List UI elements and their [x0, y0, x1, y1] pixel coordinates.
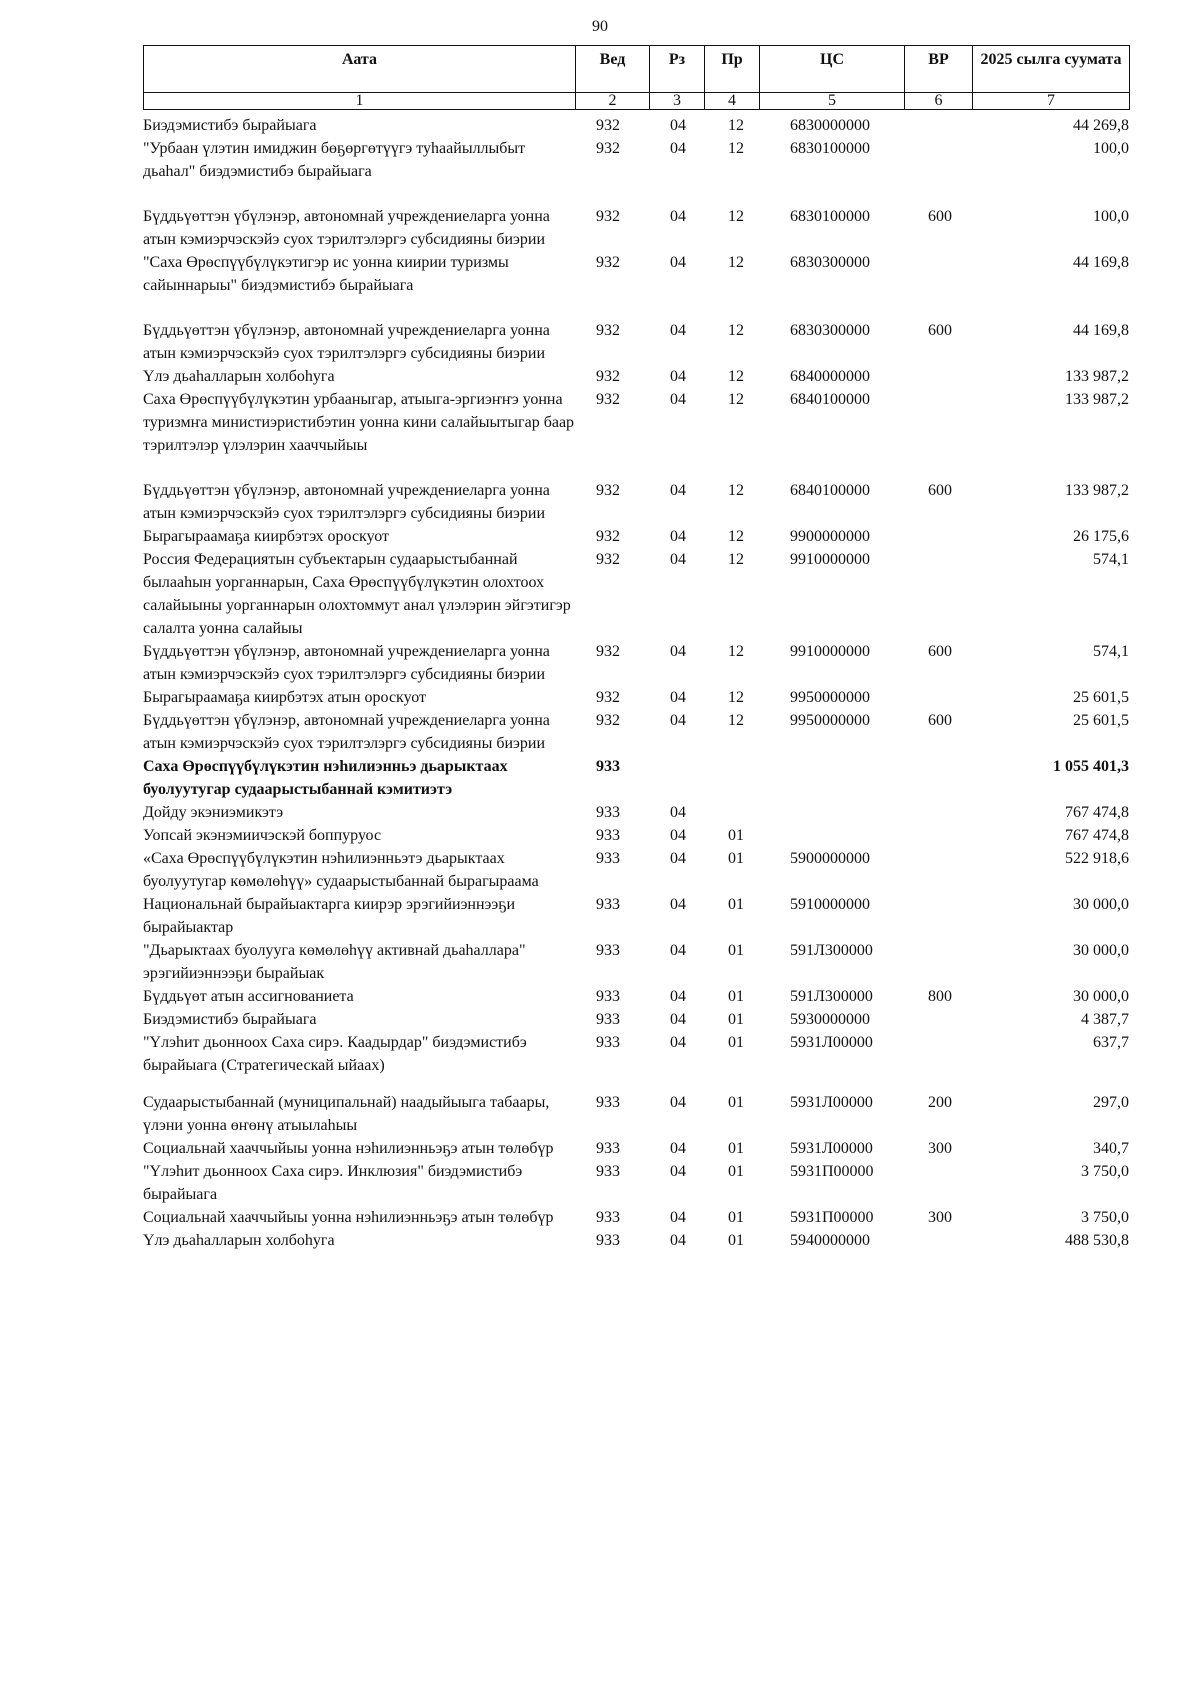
header-num-4: 4 [705, 93, 760, 110]
row-ved: 932 [596, 712, 620, 729]
row-rz: 04 [670, 1209, 686, 1226]
row-rz: 04 [670, 1011, 686, 1028]
row-pr: 12 [728, 368, 744, 385]
row-cs: 6830100000 [790, 140, 870, 157]
row-ved: 933 [596, 1209, 620, 1226]
row-ved: 933 [596, 758, 620, 775]
row-sum: 25 601,5 [1073, 712, 1129, 729]
row-name: Үлэ дьаһалларын холбоһуга [143, 368, 335, 385]
row-name: Социальнай хааччыйыы уонна нэһилиэнньэҕэ атын төлөбүр [143, 1209, 554, 1226]
row-rz: 04 [670, 712, 686, 729]
row-ved: 933 [596, 827, 620, 844]
row-ved: 932 [596, 528, 620, 545]
row-ved: 932 [596, 643, 620, 660]
row-sum: 297,0 [1093, 1094, 1129, 1111]
row-sum: 3 750,0 [1081, 1209, 1129, 1226]
row-vr: 600 [928, 643, 952, 660]
row-cs: 6840000000 [790, 368, 870, 385]
table-header [143, 45, 1130, 110]
row-pr: 12 [728, 208, 744, 225]
row-cs: 5900000000 [790, 850, 870, 867]
table-row [0, 251, 1200, 297]
row-ved: 932 [596, 391, 620, 408]
table-row [0, 525, 1200, 548]
table-row [0, 137, 1200, 183]
row-vr: 600 [928, 208, 952, 225]
header-cs: ЦС [760, 46, 905, 93]
row-ved: 933 [596, 804, 620, 821]
row-pr: 12 [728, 254, 744, 271]
row-sum: 3 750,0 [1081, 1163, 1129, 1180]
row-name: Дойду экэниэмикэтэ [143, 804, 284, 821]
row-ved: 932 [596, 254, 620, 271]
row-cs: 5931Л00000 [790, 1140, 873, 1157]
row-vr: 800 [928, 988, 952, 1005]
row-cs: 6840100000 [790, 391, 870, 408]
row-vr: 200 [928, 1094, 952, 1111]
row-sum: 133 987,2 [1065, 368, 1129, 385]
row-sum: 100,0 [1093, 140, 1129, 157]
row-rz: 04 [670, 827, 686, 844]
row-pr: 12 [728, 643, 744, 660]
row-cs: 9910000000 [790, 551, 870, 568]
row-cs: 6830300000 [790, 322, 870, 339]
row-cs: 5931Л00000 [790, 1094, 873, 1111]
row-cs: 5930000000 [790, 1011, 870, 1028]
row-rz: 04 [670, 1140, 686, 1157]
row-pr: 12 [728, 528, 744, 545]
row-pr: 12 [728, 689, 744, 706]
row-cs: 9950000000 [790, 712, 870, 729]
table-row [0, 801, 1200, 824]
row-name: "Саха Өрөспүүбүлүкэтигэр ис уонна киирии туризмы сайыннарыы" биэдэмистибэ бырайыага [143, 254, 509, 294]
row-cs: 9910000000 [790, 643, 870, 660]
table-row [0, 1229, 1200, 1252]
row-ved: 932 [596, 368, 620, 385]
table-row [0, 709, 1200, 755]
row-sum: 44 169,8 [1073, 322, 1129, 339]
row-name: Бүддьүөттэн үбүлэнэр, автономнай учреждениеларга уонна атын кэмиэрчэскэйэ суох тэрилтэлэргэ субсидияны биэрии [143, 482, 550, 522]
table-row [0, 1137, 1200, 1160]
row-rz: 04 [670, 689, 686, 706]
row-cs: 6830000000 [790, 117, 870, 134]
row-ved: 933 [596, 1094, 620, 1111]
row-ved: 932 [596, 551, 620, 568]
row-cs: 5910000000 [790, 896, 870, 913]
row-name: "Урбаан үлэтин имиджин бөҕөргөтүүгэ туһаайыллыбыт дьаһал" биэдэмистибэ бырайыага [143, 140, 526, 180]
row-rz: 04 [670, 391, 686, 408]
row-sum: 340,7 [1093, 1140, 1129, 1157]
row-name: Үлэ дьаһалларын холбоһуга [143, 1232, 335, 1249]
table-row [0, 365, 1200, 388]
row-sum: 44 169,8 [1073, 254, 1129, 271]
table-row [0, 1091, 1200, 1137]
row-pr: 12 [728, 551, 744, 568]
header-name: Аата [144, 46, 576, 93]
row-pr: 12 [728, 712, 744, 729]
row-sum: 574,1 [1093, 551, 1129, 568]
row-rz: 04 [670, 528, 686, 545]
row-sum: 488 530,8 [1065, 1232, 1129, 1249]
header-num-2: 2 [576, 93, 650, 110]
row-pr: 12 [728, 140, 744, 157]
row-rz: 04 [670, 254, 686, 271]
table-row [0, 985, 1200, 1008]
row-ved: 933 [596, 850, 620, 867]
header-ved: Вед [576, 46, 650, 93]
row-pr: 01 [728, 1209, 744, 1226]
row-ved: 933 [596, 1011, 620, 1028]
row-ved: 933 [596, 988, 620, 1005]
row-vr: 600 [928, 712, 952, 729]
row-pr: 01 [728, 1163, 744, 1180]
row-cs: 5931П00000 [790, 1163, 874, 1180]
row-name: Бүддьүөттэн үбүлэнэр, автономнай учреждениеларга уонна атын кэмиэрчэскэйэ суох тэрилтэлэргэ субсидияны биэрии [143, 322, 550, 362]
row-name: Судаарыстыбаннай (муниципальнай) наадыйыыга табаары, үлэни уонна өҥөнү атыылаһыы [143, 1094, 550, 1134]
row-sum: 133 987,2 [1065, 482, 1129, 499]
row-rz: 04 [670, 1034, 686, 1051]
row-rz: 04 [670, 942, 686, 959]
row-sum: 25 601,5 [1073, 689, 1129, 706]
row-pr: 01 [728, 942, 744, 959]
row-rz: 04 [670, 1232, 686, 1249]
row-pr: 01 [728, 1034, 744, 1051]
table-body [0, 114, 1200, 1252]
row-cs: 591Л300000 [790, 942, 873, 959]
table-row [0, 205, 1200, 251]
row-pr: 12 [728, 482, 744, 499]
header-rz: Рз [650, 46, 705, 93]
header-sum: 2025 сылга суумата [973, 46, 1130, 93]
row-pr: 01 [728, 1011, 744, 1028]
header-num-1: 1 [144, 93, 576, 110]
row-ved: 933 [596, 1163, 620, 1180]
row-ved: 933 [596, 1140, 620, 1157]
row-name: «Саха Өрөспүүбүлүкэтин нэһилиэнньэтэ дьарыктаах буолуутугар көмөлөһүү» судаарыстыбаннай бырагыраама [143, 850, 539, 890]
table-row [0, 319, 1200, 365]
row-sum: 4 387,7 [1081, 1011, 1129, 1028]
row-pr: 01 [728, 896, 744, 913]
row-sum: 522 918,6 [1065, 850, 1129, 867]
row-name: "Дьарыктаах буолууга көмөлөһүү активнай дьаһаллара" эрэгийиэннээҕи бырайыак [143, 942, 526, 982]
row-sum: 637,7 [1093, 1034, 1129, 1051]
header-titles-row [144, 46, 1130, 93]
row-rz: 04 [670, 804, 686, 821]
row-pr: 01 [728, 827, 744, 844]
row-name: Бүддьүөт атын ассигнованиета [143, 988, 354, 1005]
table-row [0, 824, 1200, 847]
row-name: Национальнай бырайыактарга киирэр эрэгийиэннээҕи бырайыактар [143, 896, 516, 936]
row-rz: 04 [670, 208, 686, 225]
row-rz: 04 [670, 551, 686, 568]
table-row [0, 388, 1200, 457]
row-pr: 12 [728, 391, 744, 408]
row-vr: 600 [928, 322, 952, 339]
row-sum: 767 474,8 [1065, 827, 1129, 844]
table-row [0, 114, 1200, 137]
row-ved: 933 [596, 1232, 620, 1249]
row-rz: 04 [670, 482, 686, 499]
row-ved: 932 [596, 689, 620, 706]
row-pr: 01 [728, 1140, 744, 1157]
table-row [0, 479, 1200, 525]
header-num-6: 6 [905, 93, 973, 110]
row-name: "Үлэһит дьонноох Саха сирэ. Инклюзия" биэдэмистибэ бырайыага [143, 1163, 523, 1203]
row-name: Бырагыраамаҕа киирбэтэх ороскуот [143, 528, 389, 545]
row-sum: 1 055 401,3 [1053, 758, 1129, 775]
row-sum: 574,1 [1093, 643, 1129, 660]
row-ved: 932 [596, 140, 620, 157]
row-vr: 300 [928, 1209, 952, 1226]
row-rz: 04 [670, 368, 686, 385]
row-ved: 932 [596, 482, 620, 499]
row-rz: 04 [670, 643, 686, 660]
row-rz: 04 [670, 1163, 686, 1180]
row-rz: 04 [670, 988, 686, 1005]
row-sum: 30 000,0 [1073, 988, 1129, 1005]
row-ved: 933 [596, 942, 620, 959]
row-cs: 5940000000 [790, 1232, 870, 1249]
table-row [0, 755, 1200, 801]
row-pr: 12 [728, 322, 744, 339]
row-name: Биэдэмистибэ бырайыага [143, 117, 317, 134]
row-sum: 133 987,2 [1065, 391, 1129, 408]
row-name: Бүддьүөттэн үбүлэнэр, автономнай учреждениеларга уонна атын кэмиэрчэскэйэ суох тэрилтэлэргэ субсидияны биэрии [143, 712, 550, 752]
header-num-7: 7 [973, 93, 1130, 110]
table-row [0, 893, 1200, 939]
row-ved: 933 [596, 1034, 620, 1051]
table-row [0, 686, 1200, 709]
row-rz: 04 [670, 140, 686, 157]
row-sum: 30 000,0 [1073, 896, 1129, 913]
row-cs: 6840100000 [790, 482, 870, 499]
row-pr: 01 [728, 1094, 744, 1111]
row-name: Уопсай экэнэмиичэскэй боппуруос [143, 827, 382, 844]
row-sum: 767 474,8 [1065, 804, 1129, 821]
row-sum: 100,0 [1093, 208, 1129, 225]
table-row [0, 1008, 1200, 1031]
table-row [0, 548, 1200, 640]
row-sum: 30 000,0 [1073, 942, 1129, 959]
row-cs: 5931Л00000 [790, 1034, 873, 1051]
header-num-3: 3 [650, 93, 705, 110]
row-name: Социальнай хааччыйыы уонна нэһилиэнньэҕэ атын төлөбүр [143, 1140, 554, 1157]
table-row [0, 640, 1200, 686]
row-pr: 12 [728, 117, 744, 134]
row-pr: 01 [728, 988, 744, 1005]
header-vr: ВР [905, 46, 973, 93]
row-cs: 6830100000 [790, 208, 870, 225]
table-row [0, 939, 1200, 985]
row-sum: 26 175,6 [1073, 528, 1129, 545]
row-rz: 04 [670, 850, 686, 867]
page-number: 90 [592, 18, 608, 35]
row-rz: 04 [670, 117, 686, 134]
row-ved: 932 [596, 208, 620, 225]
row-cs: 591Л300000 [790, 988, 873, 1005]
row-name: Россия Федерациятын субъектарын судаарыстыбаннай былааһын уорганнарын, Саха Өрөспүүбүлүкэтин олохтоох салайыыны уорганнарын олохтоммут анал үлэлэрин эйгэтигэр салалта уонна салайыы [143, 551, 571, 637]
table-row [0, 847, 1200, 893]
row-cs: 9900000000 [790, 528, 870, 545]
row-ved: 933 [596, 896, 620, 913]
row-cs: 9950000000 [790, 689, 870, 706]
row-vr: 300 [928, 1140, 952, 1157]
row-name: Бүддьүөттэн үбүлэнэр, автономнай учреждениеларга уонна атын кэмиэрчэскэйэ суох тэрилтэлэргэ субсидияны биэрии [143, 208, 550, 248]
header-pr: Пр [705, 46, 760, 93]
row-name: Саха Өрөспүүбүлүкэтин нэһилиэнньэ дьарыктаах буолуутугар судаарыстыбаннай кэмитиэтэ [143, 758, 508, 798]
row-cs: 6830300000 [790, 254, 870, 271]
row-pr: 01 [728, 850, 744, 867]
table-row [0, 1206, 1200, 1229]
row-vr: 600 [928, 482, 952, 499]
row-rz: 04 [670, 896, 686, 913]
row-ved: 932 [596, 322, 620, 339]
table-row [0, 1160, 1200, 1206]
header-num-5: 5 [760, 93, 905, 110]
row-name: Бырагыраамаҕа киирбэтэх атын ороскуот [143, 689, 426, 706]
row-ved: 932 [596, 117, 620, 134]
row-pr: 01 [728, 1232, 744, 1249]
row-sum: 44 269,8 [1073, 117, 1129, 134]
row-rz: 04 [670, 1094, 686, 1111]
row-name: Саха Өрөспүүбүлүкэтин урбааныгар, атыыга-эргиэҥҥэ уонна туризмҥа министиэристибэтин уонна кини салайыытыгар баар тэрилтэлэр үлэлэрин хааччыйыы [143, 391, 575, 454]
header-numbers-row [144, 93, 1130, 110]
row-name: Биэдэмистибэ бырайыага [143, 1011, 317, 1028]
row-name: Бүддьүөттэн үбүлэнэр, автономнай учреждениеларга уонна атын кэмиэрчэскэйэ суох тэрилтэлэргэ субсидияны биэрии [143, 643, 550, 683]
table-row [0, 1031, 1200, 1077]
row-name: "Үлэһит дьонноох Саха сирэ. Каадырдар" биэдэмистибэ бырайыага (Стратегическай ыйаах) [143, 1034, 527, 1074]
row-rz: 04 [670, 322, 686, 339]
row-cs: 5931П00000 [790, 1209, 874, 1226]
